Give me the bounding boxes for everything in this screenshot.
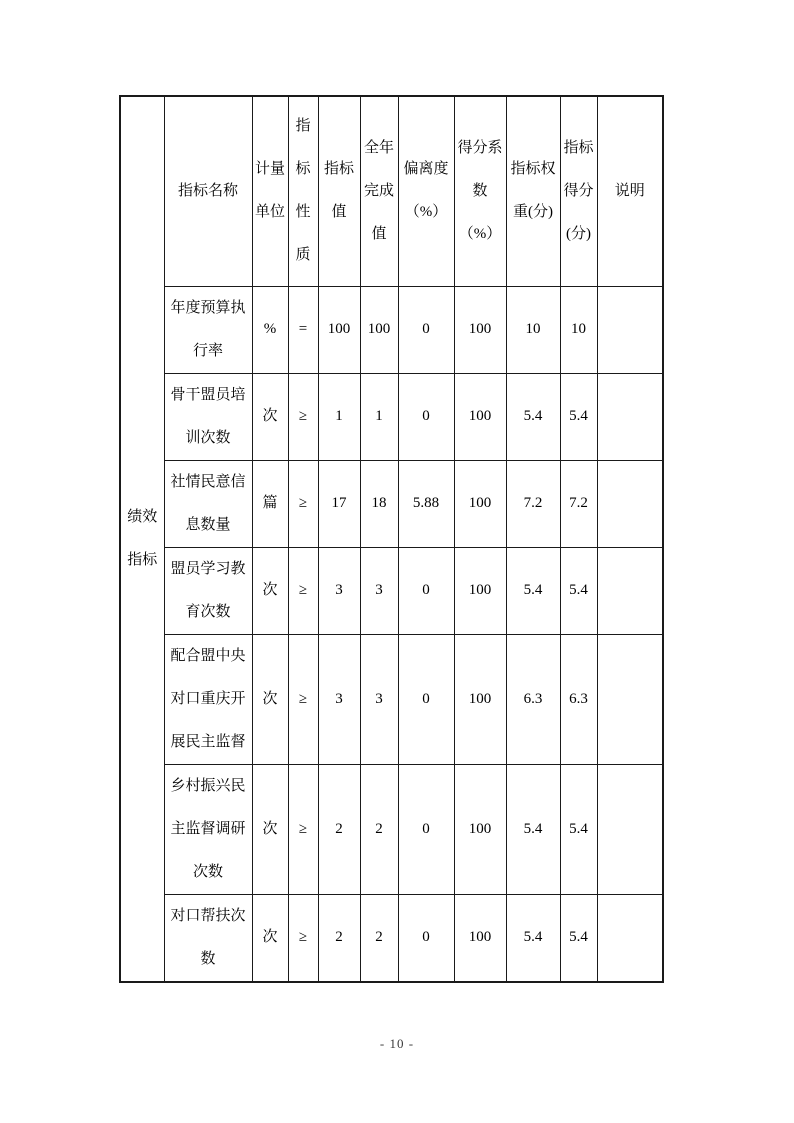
nature-cell: ≥ <box>288 764 318 894</box>
unit-cell: 次 <box>252 373 288 460</box>
note-cell <box>597 460 663 547</box>
completed-value-cell: 2 <box>360 764 398 894</box>
nature-cell: ≥ <box>288 460 318 547</box>
unit-cell: 次 <box>252 634 288 764</box>
weight-cell: 5.4 <box>506 764 560 894</box>
score-coefficient-cell: 100 <box>454 634 506 764</box>
header-note: 说明 <box>597 96 663 286</box>
table-row <box>120 634 663 764</box>
deviation-cell: 0 <box>398 634 454 764</box>
indicator-name-cell: 社情民意信息数量 <box>164 460 252 547</box>
header-unit: 计量单位 <box>252 96 288 286</box>
deviation-cell: 0 <box>398 547 454 634</box>
completed-value-cell: 18 <box>360 460 398 547</box>
note-cell <box>597 547 663 634</box>
performance-indicator-table <box>119 95 664 983</box>
header-weight: 指标权重(分) <box>506 96 560 286</box>
table-row <box>120 547 663 634</box>
header-deviation: 偏离度（%） <box>398 96 454 286</box>
weight-cell: 5.4 <box>506 373 560 460</box>
completed-value-cell: 1 <box>360 373 398 460</box>
table-row <box>120 894 663 982</box>
header-indicator-name: 指标名称 <box>164 96 252 286</box>
header-score: 指标得分(分) <box>560 96 597 286</box>
indicator-name-cell: 盟员学习教育次数 <box>164 547 252 634</box>
header-score-coefficient: 得分系数（%） <box>454 96 506 286</box>
weight-cell: 5.4 <box>506 547 560 634</box>
header-target-value: 指标值 <box>318 96 360 286</box>
completed-value-cell: 3 <box>360 547 398 634</box>
indicator-name-cell: 骨干盟员培训次数 <box>164 373 252 460</box>
weight-cell: 6.3 <box>506 634 560 764</box>
target-value-cell: 3 <box>318 547 360 634</box>
unit-cell: 次 <box>252 894 288 982</box>
score-cell: 5.4 <box>560 373 597 460</box>
nature-cell: ≥ <box>288 373 318 460</box>
nature-cell: ≥ <box>288 547 318 634</box>
note-cell <box>597 764 663 894</box>
completed-value-cell: 100 <box>360 286 398 373</box>
deviation-cell: 0 <box>398 373 454 460</box>
target-value-cell: 1 <box>318 373 360 460</box>
score-cell: 10 <box>560 286 597 373</box>
score-cell: 5.4 <box>560 894 597 982</box>
weight-cell: 7.2 <box>506 460 560 547</box>
score-coefficient-cell: 100 <box>454 373 506 460</box>
unit-cell: % <box>252 286 288 373</box>
target-value-cell: 2 <box>318 764 360 894</box>
deviation-cell: 0 <box>398 894 454 982</box>
deviation-cell: 0 <box>398 286 454 373</box>
score-coefficient-cell: 100 <box>454 894 506 982</box>
note-cell <box>597 286 663 373</box>
target-value-cell: 17 <box>318 460 360 547</box>
table-row <box>120 373 663 460</box>
indicator-name-cell: 乡村振兴民主监督调研次数 <box>164 764 252 894</box>
deviation-cell: 5.88 <box>398 460 454 547</box>
score-coefficient-cell: 100 <box>454 764 506 894</box>
completed-value-cell: 3 <box>360 634 398 764</box>
indicator-name-cell: 对口帮扶次数 <box>164 894 252 982</box>
completed-value-cell: 2 <box>360 894 398 982</box>
nature-cell: = <box>288 286 318 373</box>
score-coefficient-cell: 100 <box>454 547 506 634</box>
target-value-cell: 100 <box>318 286 360 373</box>
header-annual-completed-value: 全年完成值 <box>360 96 398 286</box>
table-row <box>120 460 663 547</box>
score-cell: 5.4 <box>560 547 597 634</box>
score-coefficient-cell: 100 <box>454 460 506 547</box>
unit-cell: 篇 <box>252 460 288 547</box>
target-value-cell: 3 <box>318 634 360 764</box>
score-cell: 5.4 <box>560 764 597 894</box>
unit-cell: 次 <box>252 547 288 634</box>
indicator-name-cell: 年度预算执行率 <box>164 286 252 373</box>
page-number: - 10 - <box>379 1036 415 1051</box>
table-row <box>120 764 663 894</box>
header-nature: 指标性质 <box>288 96 318 286</box>
target-value-cell: 2 <box>318 894 360 982</box>
table-row <box>120 286 663 373</box>
note-cell <box>597 634 663 764</box>
weight-cell: 5.4 <box>506 894 560 982</box>
row-group-label: 绩效指标 <box>120 96 164 982</box>
note-cell <box>597 894 663 982</box>
nature-cell: ≥ <box>288 894 318 982</box>
score-coefficient-cell: 100 <box>454 286 506 373</box>
score-cell: 6.3 <box>560 634 597 764</box>
note-cell <box>597 373 663 460</box>
unit-cell: 次 <box>252 764 288 894</box>
table-header-row <box>120 96 663 286</box>
deviation-cell: 0 <box>398 764 454 894</box>
nature-cell: ≥ <box>288 634 318 764</box>
weight-cell: 10 <box>506 286 560 373</box>
indicator-name-cell: 配合盟中央对口重庆开展民主监督 <box>164 634 252 764</box>
score-cell: 7.2 <box>560 460 597 547</box>
